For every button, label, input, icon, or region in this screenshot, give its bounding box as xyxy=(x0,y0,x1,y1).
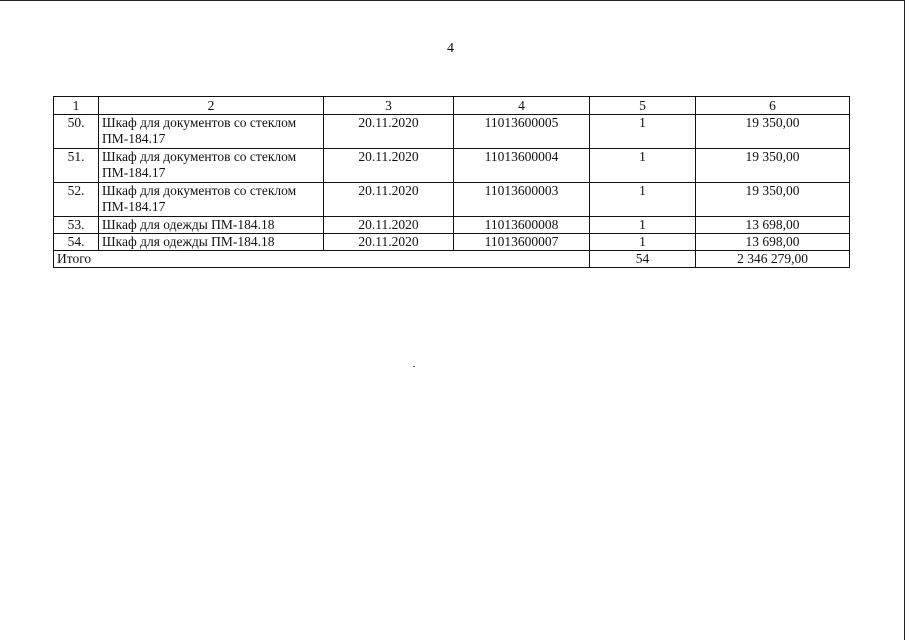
item-quantity: 1 xyxy=(590,217,696,234)
column-header: 5 xyxy=(590,97,696,115)
item-quantity: 1 xyxy=(590,234,696,251)
scan-border-top xyxy=(0,0,905,1)
inventory-number: 11013600005 xyxy=(454,115,590,149)
item-sum: 19 350,00 xyxy=(696,183,850,217)
inventory-number: 11013600003 xyxy=(454,183,590,217)
row-number: 52. xyxy=(54,183,99,217)
scan-speck xyxy=(413,366,415,367)
column-header: 2 xyxy=(99,97,324,115)
page-number: 4 xyxy=(447,41,454,56)
item-date: 20.11.2020 xyxy=(324,115,454,149)
inventory-number: 11013600008 xyxy=(454,217,590,234)
table-row xyxy=(54,217,850,234)
item-date: 20.11.2020 xyxy=(324,217,454,234)
item-name: Шкаф для документов со стеклом ПМ-184.17 xyxy=(99,149,324,183)
total-sum: 2 346 279,00 xyxy=(696,251,850,268)
item-name: Шкаф для одежды ПМ-184.18 xyxy=(99,217,324,234)
item-sum: 13 698,00 xyxy=(696,217,850,234)
table-row xyxy=(54,115,850,149)
table-row xyxy=(54,149,850,183)
item-date: 20.11.2020 xyxy=(324,234,454,251)
item-sum: 19 350,00 xyxy=(696,115,850,149)
item-date: 20.11.2020 xyxy=(324,183,454,217)
total-quantity: 54 xyxy=(590,251,696,268)
column-header: 6 xyxy=(696,97,850,115)
item-date: 20.11.2020 xyxy=(324,149,454,183)
inventory-number: 11013600007 xyxy=(454,234,590,251)
row-number: 53. xyxy=(54,217,99,234)
item-name: Шкаф для документов со стеклом ПМ-184.17 xyxy=(99,115,324,149)
inventory-table xyxy=(53,96,850,268)
item-name: Шкаф для одежды ПМ-184.18 xyxy=(99,234,324,251)
row-number: 50. xyxy=(54,115,99,149)
column-header: 3 xyxy=(324,97,454,115)
table-total-row xyxy=(54,251,850,268)
table-header-row xyxy=(54,97,850,115)
row-number: 54. xyxy=(54,234,99,251)
column-header: 1 xyxy=(54,97,99,115)
item-sum: 13 698,00 xyxy=(696,234,850,251)
row-number: 51. xyxy=(54,149,99,183)
table-row xyxy=(54,183,850,217)
item-quantity: 1 xyxy=(590,183,696,217)
item-sum: 19 350,00 xyxy=(696,149,850,183)
total-label: Итого xyxy=(54,251,590,268)
column-header: 4 xyxy=(454,97,590,115)
item-quantity: 1 xyxy=(590,149,696,183)
table-row xyxy=(54,234,850,251)
inventory-number: 11013600004 xyxy=(454,149,590,183)
item-quantity: 1 xyxy=(590,115,696,149)
item-name: Шкаф для документов со стеклом ПМ-184.17 xyxy=(99,183,324,217)
